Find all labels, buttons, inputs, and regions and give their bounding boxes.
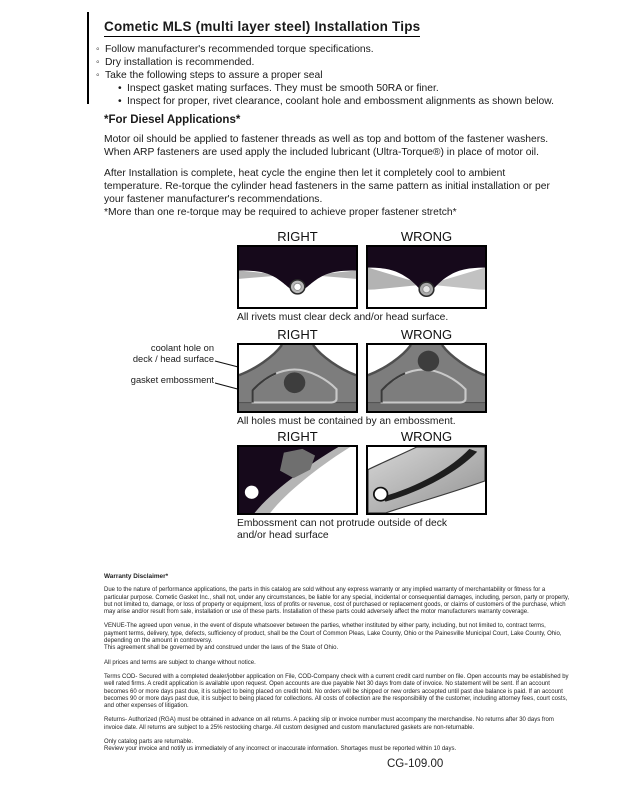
warranty-paragraph: VENUE-The agreed upon venue, in the event of dispute whatsoever between the parties, whether instituted by either party, including, but not limited to, contract terms, payment terms, delivery, type, defects, sufficiency of product, shall be the Court of Common Pleas, Lake County, Ohio or the Painesville Municipal Court, Lake County, Ohio, depending on the amount in controversy. — [104, 623, 562, 645]
warranty-disclaimer-section — [104, 573, 570, 754]
warranty-paragraph: All prices and terms are subject to change without notice. — [104, 659, 256, 666]
list-item-text: Inspect for proper, rivet clearance, coolant hole and embossment alignments as shown below. — [127, 96, 554, 107]
figure2-wrong-diagram — [366, 343, 487, 413]
diesel-paragraph-1: Motor oil should be applied to fastener threads as well as top and bottom of the fastener washers. When ARP fasteners are used apply the included lubricant (Ultra-Torque®) in place of motor oil. — [104, 134, 549, 159]
diesel-applications-heading: *For Diesel Applications* — [104, 114, 241, 126]
figure2-wrong-label: WRONG — [400, 327, 453, 342]
figure3-caption-line2: and/or head surface — [237, 529, 329, 541]
figure3-caption — [237, 518, 447, 541]
list-item-text: Take the following steps to assure a proper seal — [105, 70, 323, 81]
warranty-paragraph: Due to the nature of performance applications, the parts in this catalog are sold without any express warranty or any implied warranty of merchantability or fitness for a particular purpose. Cometic Gasket Inc., shall not, under any circumstances, be liable for any special, incidental or consequential damages, including, person, party or property, but not limited to, damage, or loss of property or equipment, loss of profits or revenue, cost of purchased or replacement goods, or claims of customers of the purchase, which may arise and/or result from sale, installation or use of these parts. Installation of these parts could adversely affect the motor manufacturers warranty coverage. — [104, 587, 570, 616]
warranty-paragraph: Terms COD- Secured with a completed dealer/jobber application on File, COD-Company check with a current credit card number on file. Open accounts may be established by well rated firms. A credit application is available upon request. Open accounts are due payable Net 30 days from date of invoice. No statement will be sent. If an account becomes 60 or more days past due, it is subject to being placed on credit hold. No orders will be shipped or new orders accepted until past due balance is paid. If an account becomes 90 or more days past due, it is subject to being placed for collections. All costs of collection are the responsibility of the customer, including attorney fees, court costs, and other expenses of litigation. — [104, 673, 569, 710]
protrude-right-illustration — [239, 447, 356, 513]
coolant-hole-label-line1: coolant hole on — [150, 343, 214, 353]
warranty-paragraph: Returns- Authorized (RGA) must be obtained in advance on all returns. A packing slip or invoice number must accompany the merchandise. No returns after 30 days from invoice date. All returns are subject to a 25% restocking charge. All custom designed and custom manufactured gaskets are non-returnable. — [104, 717, 554, 731]
gasket-embossment-label: gasket embossment — [130, 375, 214, 385]
page-title: Cometic MLS (multi layer steel) Installation Tips — [104, 19, 420, 37]
figure1-right-label: RIGHT — [277, 229, 318, 244]
figure2-caption: All holes must be contained by an embossment. — [237, 416, 456, 427]
rivet-clear-right-illustration — [239, 247, 356, 307]
figure1-wrong-diagram — [366, 245, 487, 309]
warranty-heading: Warranty Disclaimer* — [104, 573, 169, 580]
figure3-right-diagram — [237, 445, 358, 515]
left-vertical-rule — [87, 12, 89, 104]
figure2-right-label: RIGHT — [277, 327, 318, 342]
list-item — [118, 95, 554, 108]
coolant-hole-label — [100, 343, 214, 365]
open-bullet-icon: ◦ — [96, 57, 100, 68]
figure1-right-diagram — [237, 245, 358, 309]
figure1-caption: All rivets must clear deck and/or head surface. — [237, 312, 449, 323]
tips-list — [96, 43, 554, 108]
diesel-paragraph-2: After Installation is complete, heat cycle the engine then let it completely cool to ambient temperature. Re-torque the cylinder head fasteners in the same pattern as initial installation or per your fastener manufacturer's recommendations. — [104, 168, 550, 206]
figure3-wrong-diagram — [366, 445, 487, 515]
warranty-paragraph: Only catalog parts are returnable. — [104, 739, 194, 746]
warranty-paragraph: This agreement shall be governed by and construed under the laws of the State of Ohio. — [104, 645, 339, 652]
list-item-text: Follow manufacturer's recommended torque specifications. — [105, 44, 374, 55]
warranty-paragraph: Review your invoice and notify us immediately of any incorrect or inaccurate information. Shortages must be reported within 10 days. — [104, 746, 457, 753]
rivet-clear-wrong-illustration — [368, 247, 485, 307]
list-item — [118, 82, 554, 95]
protrude-wrong-illustration — [368, 447, 485, 513]
coolant-hole-label-line2: deck / head surface — [132, 354, 214, 364]
filled-bullet-icon: • — [118, 96, 122, 107]
figure3-wrong-label: WRONG — [400, 429, 453, 444]
list-item-text: Inspect gasket mating surfaces. They must be smooth 50RA or finer. — [127, 83, 439, 94]
filled-bullet-icon: • — [118, 83, 122, 94]
list-item — [96, 43, 554, 56]
list-item — [96, 69, 554, 82]
embossment-contain-right-illustration — [239, 345, 356, 411]
list-item — [96, 56, 554, 69]
figure2-right-diagram — [237, 343, 358, 413]
figure3-right-label: RIGHT — [277, 429, 318, 444]
figure1-wrong-label: WRONG — [400, 229, 453, 244]
embossment-contain-wrong-illustration — [368, 345, 485, 411]
list-item-text: Dry installation is recommended. — [105, 57, 255, 68]
open-bullet-icon: ◦ — [96, 70, 100, 81]
figure3-caption-line1: Embossment can not protrude outside of deck — [237, 518, 448, 529]
page-code: CG-109.00 — [387, 758, 444, 770]
open-bullet-icon: ◦ — [96, 44, 100, 55]
retorque-note: *More than one re-torque may be required to achieve proper fastener stretch* — [104, 207, 457, 218]
